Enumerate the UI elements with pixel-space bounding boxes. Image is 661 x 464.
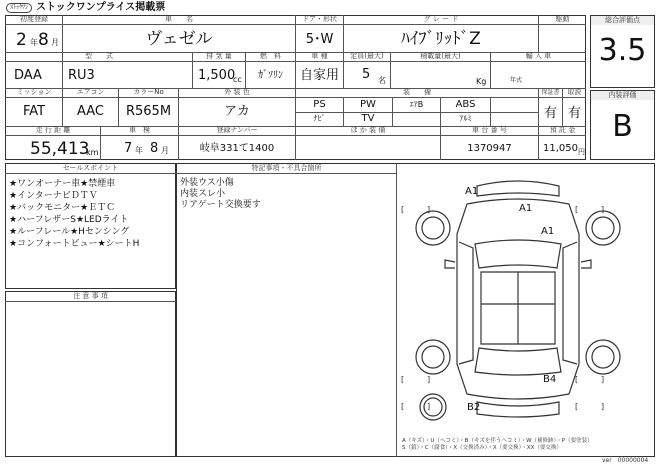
drive-label: 駆動 bbox=[555, 15, 570, 23]
note-item: 外装ウス小傷 bbox=[180, 178, 234, 188]
equip-airbag: ｴｱB bbox=[409, 100, 424, 109]
inspection-label: 車 検 bbox=[129, 126, 150, 134]
inspection-year-unit: 年 bbox=[135, 146, 143, 155]
color-no: R565M bbox=[125, 104, 172, 119]
logo: ｽﾄｯｸﾜﾝ bbox=[6, 3, 32, 13]
svg-text:[: [ bbox=[401, 375, 405, 384]
car-diagram bbox=[397, 164, 654, 434]
import-label: 輸 入 車 bbox=[525, 52, 552, 60]
inspection-year: 7 bbox=[124, 141, 133, 156]
displacement: 1,500 bbox=[198, 68, 236, 83]
svg-text:]: ] bbox=[427, 402, 431, 411]
svg-text:[: [ bbox=[575, 402, 579, 411]
interior-score-label: 内装評価 bbox=[591, 91, 654, 100]
page-title: ストックワンプライス掲載票 bbox=[36, 2, 166, 13]
interior-score: B bbox=[612, 109, 633, 144]
first-reg-month: 8 bbox=[38, 30, 49, 50]
damage-mark: B2 bbox=[467, 402, 481, 413]
aircon-label: エアコン bbox=[76, 88, 105, 96]
notes-label: 特記事項・不具合箇所 bbox=[251, 164, 322, 172]
mileage: 55,413 bbox=[30, 139, 90, 159]
model: RU3 bbox=[68, 68, 95, 83]
price-label: 預 託 金 bbox=[549, 126, 576, 134]
svg-text:]: ] bbox=[427, 375, 431, 384]
equipment-label: 装 備 bbox=[403, 88, 431, 96]
total-score: 3.5 bbox=[598, 33, 647, 68]
car-name-label: 車 名 bbox=[165, 15, 193, 23]
caution-label: 注 意 事 項 bbox=[73, 292, 108, 300]
sales-points-label: セールスポイント bbox=[62, 164, 119, 172]
year-unit: 年 bbox=[30, 38, 38, 47]
manual: 有 bbox=[567, 106, 581, 121]
exterior-label: 外 装 色 bbox=[224, 88, 250, 96]
fuel-label: 燃 料 bbox=[260, 52, 281, 60]
equip-tv: TV bbox=[361, 113, 375, 124]
sales-point: ★コンフォートビュー★シートH bbox=[9, 239, 140, 249]
price: 11,050 bbox=[543, 143, 578, 154]
model-prefix: DAA bbox=[14, 68, 42, 83]
mission: FAT bbox=[22, 104, 46, 119]
load-unit: Kg bbox=[476, 77, 487, 86]
svg-text:]: ] bbox=[601, 402, 605, 411]
sales-points-list bbox=[9, 178, 139, 250]
usage-label: 車 種 bbox=[311, 52, 328, 60]
car-name: ヴェゼル bbox=[145, 29, 213, 49]
manual-label: 取説 bbox=[567, 88, 582, 96]
caution-box bbox=[5, 291, 176, 457]
door-form: 5･W bbox=[305, 32, 334, 47]
capacity-label: 定員(最大) bbox=[350, 52, 384, 60]
svg-text:[: [ bbox=[401, 402, 405, 411]
sales-point: ★インターナビＤＴＶ bbox=[9, 191, 98, 201]
svg-text:]: ] bbox=[601, 205, 605, 214]
svg-text:[: [ bbox=[401, 205, 405, 214]
inspection-month: 8 bbox=[150, 141, 159, 156]
chassis-number: 1370947 bbox=[467, 143, 512, 154]
aircon: AAC bbox=[77, 104, 104, 119]
sales-point: ★バックモニター★ＥＴＣ bbox=[9, 203, 116, 213]
price-unit: 円 bbox=[578, 148, 585, 156]
svg-text:[: [ bbox=[575, 375, 579, 384]
first-reg-label: 初度登録 bbox=[20, 15, 48, 23]
legend-line: S（錆）・C（腐食）・X（交換済み）・X（要交換）・XX（要交換） bbox=[402, 445, 562, 451]
plate-label: 登録ナンバー bbox=[216, 126, 258, 134]
sales-point: ★ルーフレール★Hセンシング bbox=[9, 227, 130, 237]
grade-label: グ レ ー ド bbox=[423, 15, 459, 23]
color-no-label: カラーNo bbox=[133, 88, 164, 96]
month-unit: 月 bbox=[51, 38, 59, 47]
svg-text:]: ] bbox=[427, 205, 431, 214]
version: ver 00000004 bbox=[602, 457, 649, 464]
damage-mark: A1 bbox=[541, 226, 555, 237]
exterior-color: アカ bbox=[224, 104, 250, 119]
displacement-unit: cc bbox=[233, 75, 242, 84]
displacement-label: 排 気 量 bbox=[206, 52, 232, 60]
inspection-month-unit: 月 bbox=[161, 146, 169, 155]
equip-alumi: ｱﾙﾐ bbox=[459, 114, 472, 123]
usage: 自家用 bbox=[299, 68, 339, 83]
equip-ps: PS bbox=[313, 99, 326, 110]
svg-text:]: ] bbox=[601, 375, 605, 384]
other-equip-label: ほ か 装 備 bbox=[350, 126, 386, 134]
equip-navi: ﾅﾋﾞ bbox=[313, 114, 326, 123]
first-reg-year: 2 bbox=[16, 30, 27, 50]
load-label: 積載量(最大) bbox=[420, 52, 461, 60]
capacity-unit: 名 bbox=[378, 76, 386, 85]
mileage-unit: km bbox=[86, 148, 99, 157]
damage-mark: A1 bbox=[519, 203, 533, 214]
equip-abs: ABS bbox=[455, 99, 476, 110]
legend-line: A（キズ）・U（ヘコミ）・B（キズを伴うヘコミ）・W（補修跡）・P（要塗装） bbox=[402, 438, 593, 444]
capacity: 5 bbox=[362, 67, 371, 82]
sales-point: ★ハーフレザーS★LEDライト bbox=[9, 215, 129, 225]
plate: 岐阜331て1400 bbox=[199, 143, 275, 154]
damage-mark: A1 bbox=[465, 186, 479, 197]
legend bbox=[402, 438, 593, 452]
warranty-label: 保証書 bbox=[541, 89, 560, 96]
sales-point: ★ワンオーナー車★禁煙車 bbox=[9, 179, 116, 189]
damage-mark: B4 bbox=[543, 374, 557, 385]
grade: ﾊｲﾌﾞﾘｯﾄﾞZ bbox=[401, 29, 481, 49]
note-item: リアゲート交換要す bbox=[180, 200, 261, 210]
notes-list bbox=[180, 178, 261, 211]
equip-pw: PW bbox=[360, 99, 376, 110]
svg-text:[: [ bbox=[575, 205, 579, 214]
chassis-label: 車 台 番 号 bbox=[472, 126, 507, 134]
warranty: 有 bbox=[543, 106, 557, 121]
note-item: 内装スレ小 bbox=[180, 189, 226, 199]
fuel: ｶﾞｿﾘﾝ bbox=[258, 70, 283, 81]
mission-label: ミッション bbox=[16, 88, 52, 96]
model-label: 型 式 bbox=[85, 52, 113, 60]
mileage-label: 走 行 距 離 bbox=[35, 126, 71, 134]
total-score-label: 総合評価点 bbox=[591, 16, 654, 25]
import-unit: 年式 bbox=[510, 77, 523, 84]
door-label: ドア・形状 bbox=[302, 15, 337, 23]
